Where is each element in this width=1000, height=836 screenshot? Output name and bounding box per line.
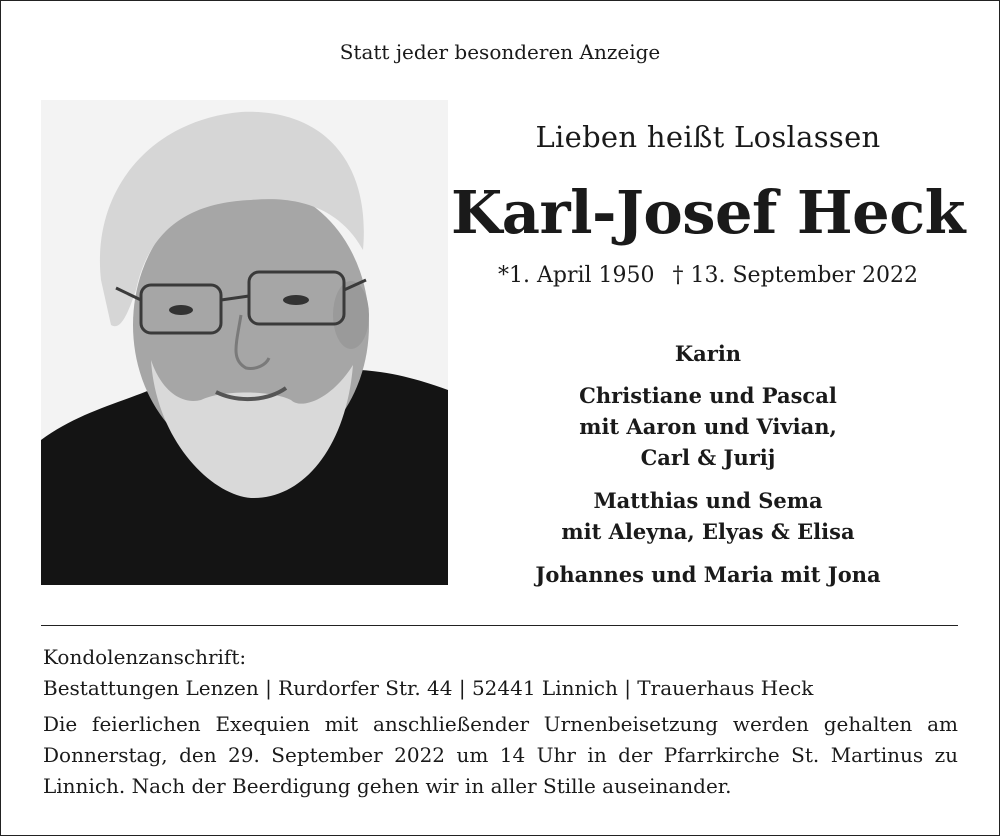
family-line: Johannes und Maria mit Jona	[535, 562, 881, 587]
portrait-photo	[41, 100, 448, 585]
death-date: † 13. September 2022	[672, 263, 918, 288]
family-line: Christiane und Pascal	[579, 383, 837, 408]
family-line: mit Aleyna, Elyas & Elisa	[561, 519, 855, 544]
service-text: Die feierlichen Exequien mit anschließender Urnenbeisetzung werden gehalten am Donnerstag, den 29. September 2022 um 14 Uhr in der Pfarrkirche St. Martinus zu Linnich. Nach der Beerdigung gehen wir in aller Stille auseinander.	[43, 712, 958, 798]
divider	[41, 625, 958, 626]
family-group-2	[458, 380, 958, 473]
motto: Lieben heißt Loslassen	[535, 120, 881, 154]
condolence-label: Kondolenzanschrift:	[43, 645, 247, 669]
portrait-illustration	[41, 100, 448, 585]
family-line: Karin	[674, 341, 742, 366]
life-dates	[458, 263, 958, 288]
birth-date: *1. April 1950	[497, 263, 655, 288]
family-line: Carl & Jurij	[640, 445, 776, 470]
condolence-block	[43, 642, 958, 704]
family-line: mit Aaron und Vivian,	[579, 414, 837, 439]
family-line: Matthias und Sema	[593, 488, 823, 513]
deceased-name: Karl-Josef Heck	[450, 178, 966, 247]
family-group-3	[458, 485, 958, 547]
header-note: Statt jeder besonderen Anzeige	[339, 40, 661, 64]
condolence-address: Bestattungen Lenzen | Rurdorfer Str. 44 | 52441 Linnich | Trauerhaus Heck	[43, 676, 814, 700]
family-group-1	[458, 338, 958, 369]
family-group-4	[458, 559, 958, 590]
